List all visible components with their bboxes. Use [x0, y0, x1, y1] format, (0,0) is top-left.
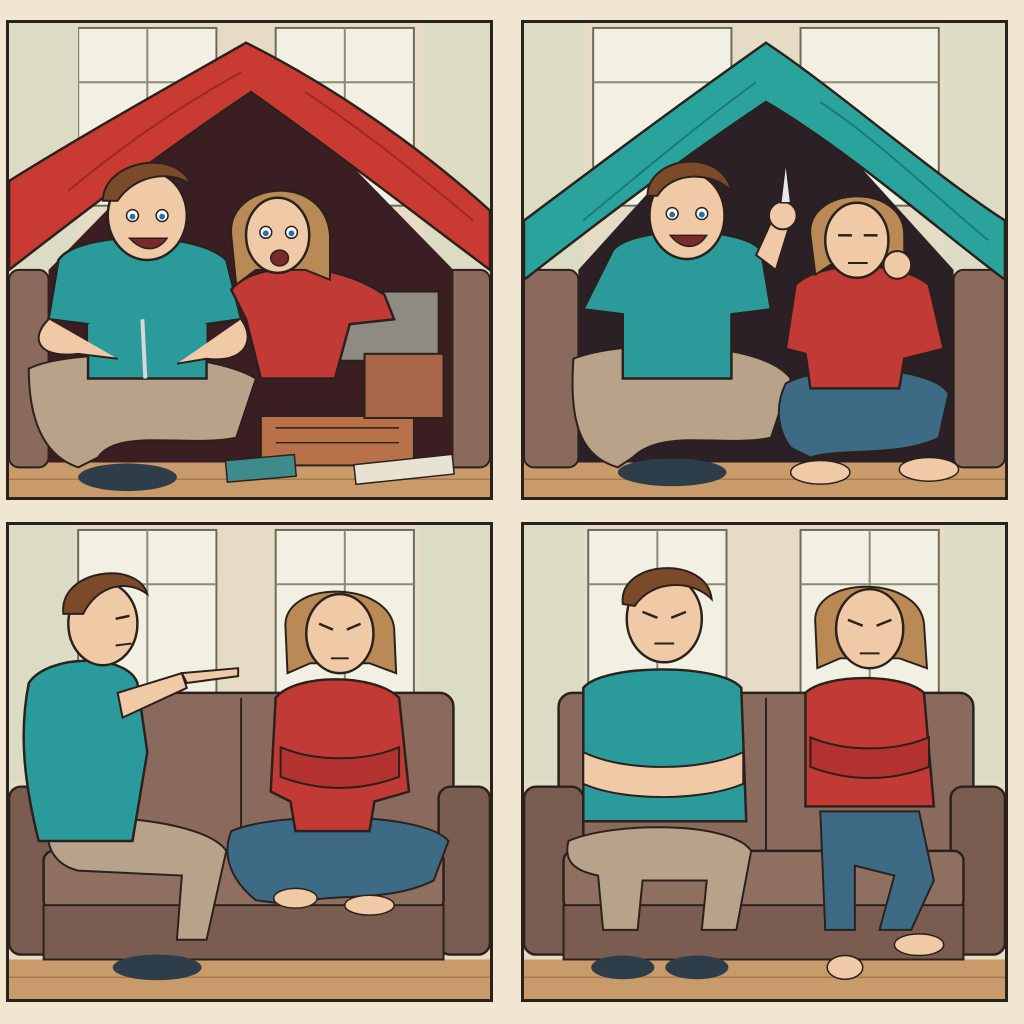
- man-shirt: [24, 661, 148, 841]
- panel-4-illustration: [524, 525, 1005, 999]
- woman-head: [836, 589, 903, 668]
- panel-1-illustration: [9, 23, 490, 497]
- comic-panel-4: [521, 522, 1008, 1002]
- comic-panel-2: [521, 20, 1008, 500]
- woman-head: [825, 203, 888, 278]
- woman-head: [306, 594, 373, 673]
- man-shirt: [583, 669, 746, 821]
- floor: [9, 960, 490, 1000]
- panel-3-illustration: [9, 525, 490, 999]
- couch-arm-right: [954, 270, 1005, 468]
- couch-arm-left: [524, 270, 578, 468]
- comic-panel-3: [6, 522, 493, 1002]
- wooden-box: [365, 354, 444, 418]
- comic-panel-1: [6, 20, 493, 500]
- panel-2-illustration: [524, 23, 1005, 497]
